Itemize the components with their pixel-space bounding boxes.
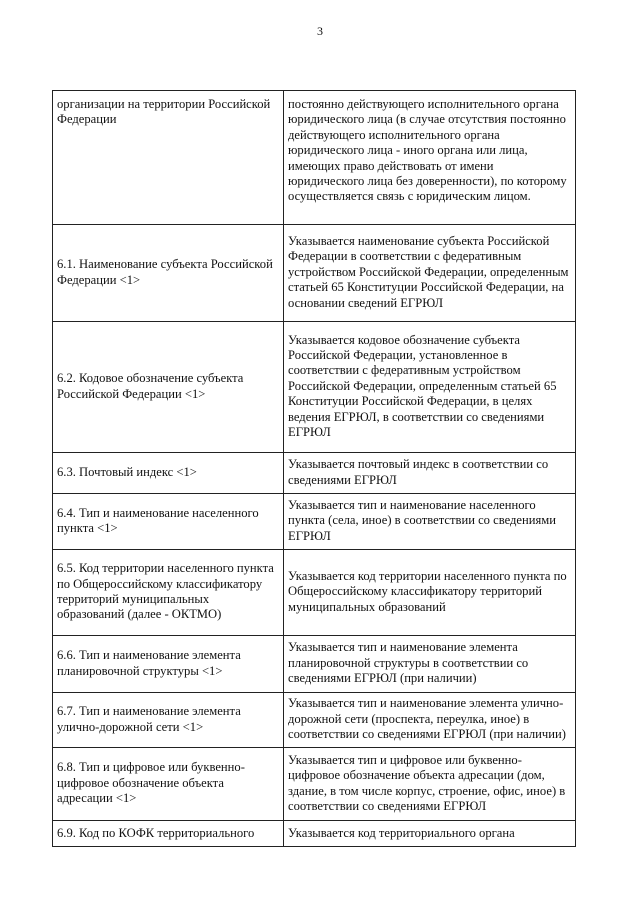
field-description-cell: Указывается наименование субъекта Российской Федерации в соответствии с федеративным устройством Российской Федерации, определенным статьей 65 Конституции Российской Федерации, на основании сведений ЕГРЮЛ <box>284 225 576 322</box>
field-description-cell: Указывается тип и наименование населенного пункта (села, иное) в соответствии со сведениями ЕГРЮЛ <box>284 494 576 550</box>
field-name-cell: 6.3. Почтовый индекс <1> <box>53 453 284 494</box>
document-table <box>52 90 576 847</box>
table-row <box>53 693 576 748</box>
field-name-cell: 6.1. Наименование субъекта Российской Федерации <1> <box>53 225 284 322</box>
field-name-cell: 6.2. Кодовое обозначение субъекта Российской Федерации <1> <box>53 322 284 453</box>
field-description-cell: Указывается код территории населенного пункта по Общероссийскому классификатору территорий муниципальных образований <box>284 550 576 636</box>
field-description-cell: постоянно действующего исполнительного органа юридического лица (в случае отсутствия постоянно действующего исполнительного органа юридического лица - иного органа или лица, имеющих право действовать от имени юридического лица без доверенности), по которому осуществляется связь с юридическим лицом. <box>284 91 576 225</box>
table-row <box>53 636 576 693</box>
field-name-cell: 6.6. Тип и наименование элемента планировочной структуры <1> <box>53 636 284 693</box>
table-row <box>53 748 576 821</box>
field-name-cell: 6.8. Тип и цифровое или буквенно-цифровое обозначение объекта адресации <1> <box>53 748 284 821</box>
field-name-cell: 6.9. Код по КОФК территориального <box>53 821 284 847</box>
table-row <box>53 821 576 847</box>
table-row <box>53 453 576 494</box>
table-row <box>53 225 576 322</box>
field-name-cell: организации на территории Российской Федерации <box>53 91 284 225</box>
page-number: 3 <box>317 24 323 38</box>
field-name-cell: 6.4. Тип и наименование населенного пункта <1> <box>53 494 284 550</box>
field-name-cell: 6.7. Тип и наименование элемента улично-дорожной сети <1> <box>53 693 284 748</box>
table-row <box>53 91 576 225</box>
field-description-cell: Указывается почтовый индекс в соответствии со сведениями ЕГРЮЛ <box>284 453 576 494</box>
field-description-cell: Указывается тип и цифровое или буквенно-цифровое обозначение объекта адресации (дом, здание, в том числе корпус, строение, офис, иное) в соответствии со сведениями ЕГРЮЛ <box>284 748 576 821</box>
field-description-cell: Указывается кодовое обозначение субъекта Российской Федерации, установленное в соответствии с федеративным устройством Российской Федерации, определенным статьей 65 Конституции Российской Федерации, в целях ведения ЕГРЮЛ, в соответствии со сведениями ЕГРЮЛ <box>284 322 576 453</box>
field-description-cell: Указывается тип и наименование элемента планировочной структуры в соответствии со сведениями ЕГРЮЛ (при наличии) <box>284 636 576 693</box>
table-row <box>53 550 576 636</box>
field-name-cell: 6.5. Код территории населенного пункта по Общероссийскому классификатору территорий муниципальных образований (далее - ОКТМО) <box>53 550 284 636</box>
field-description-cell: Указывается тип и наименование элемента улично-дорожной сети (проспекта, переулка, иное) в соответствии со сведениями ЕГРЮЛ (при наличии) <box>284 693 576 748</box>
field-description-cell: Указывается код территориального органа <box>284 821 576 847</box>
table-row <box>53 494 576 550</box>
table-row <box>53 322 576 453</box>
